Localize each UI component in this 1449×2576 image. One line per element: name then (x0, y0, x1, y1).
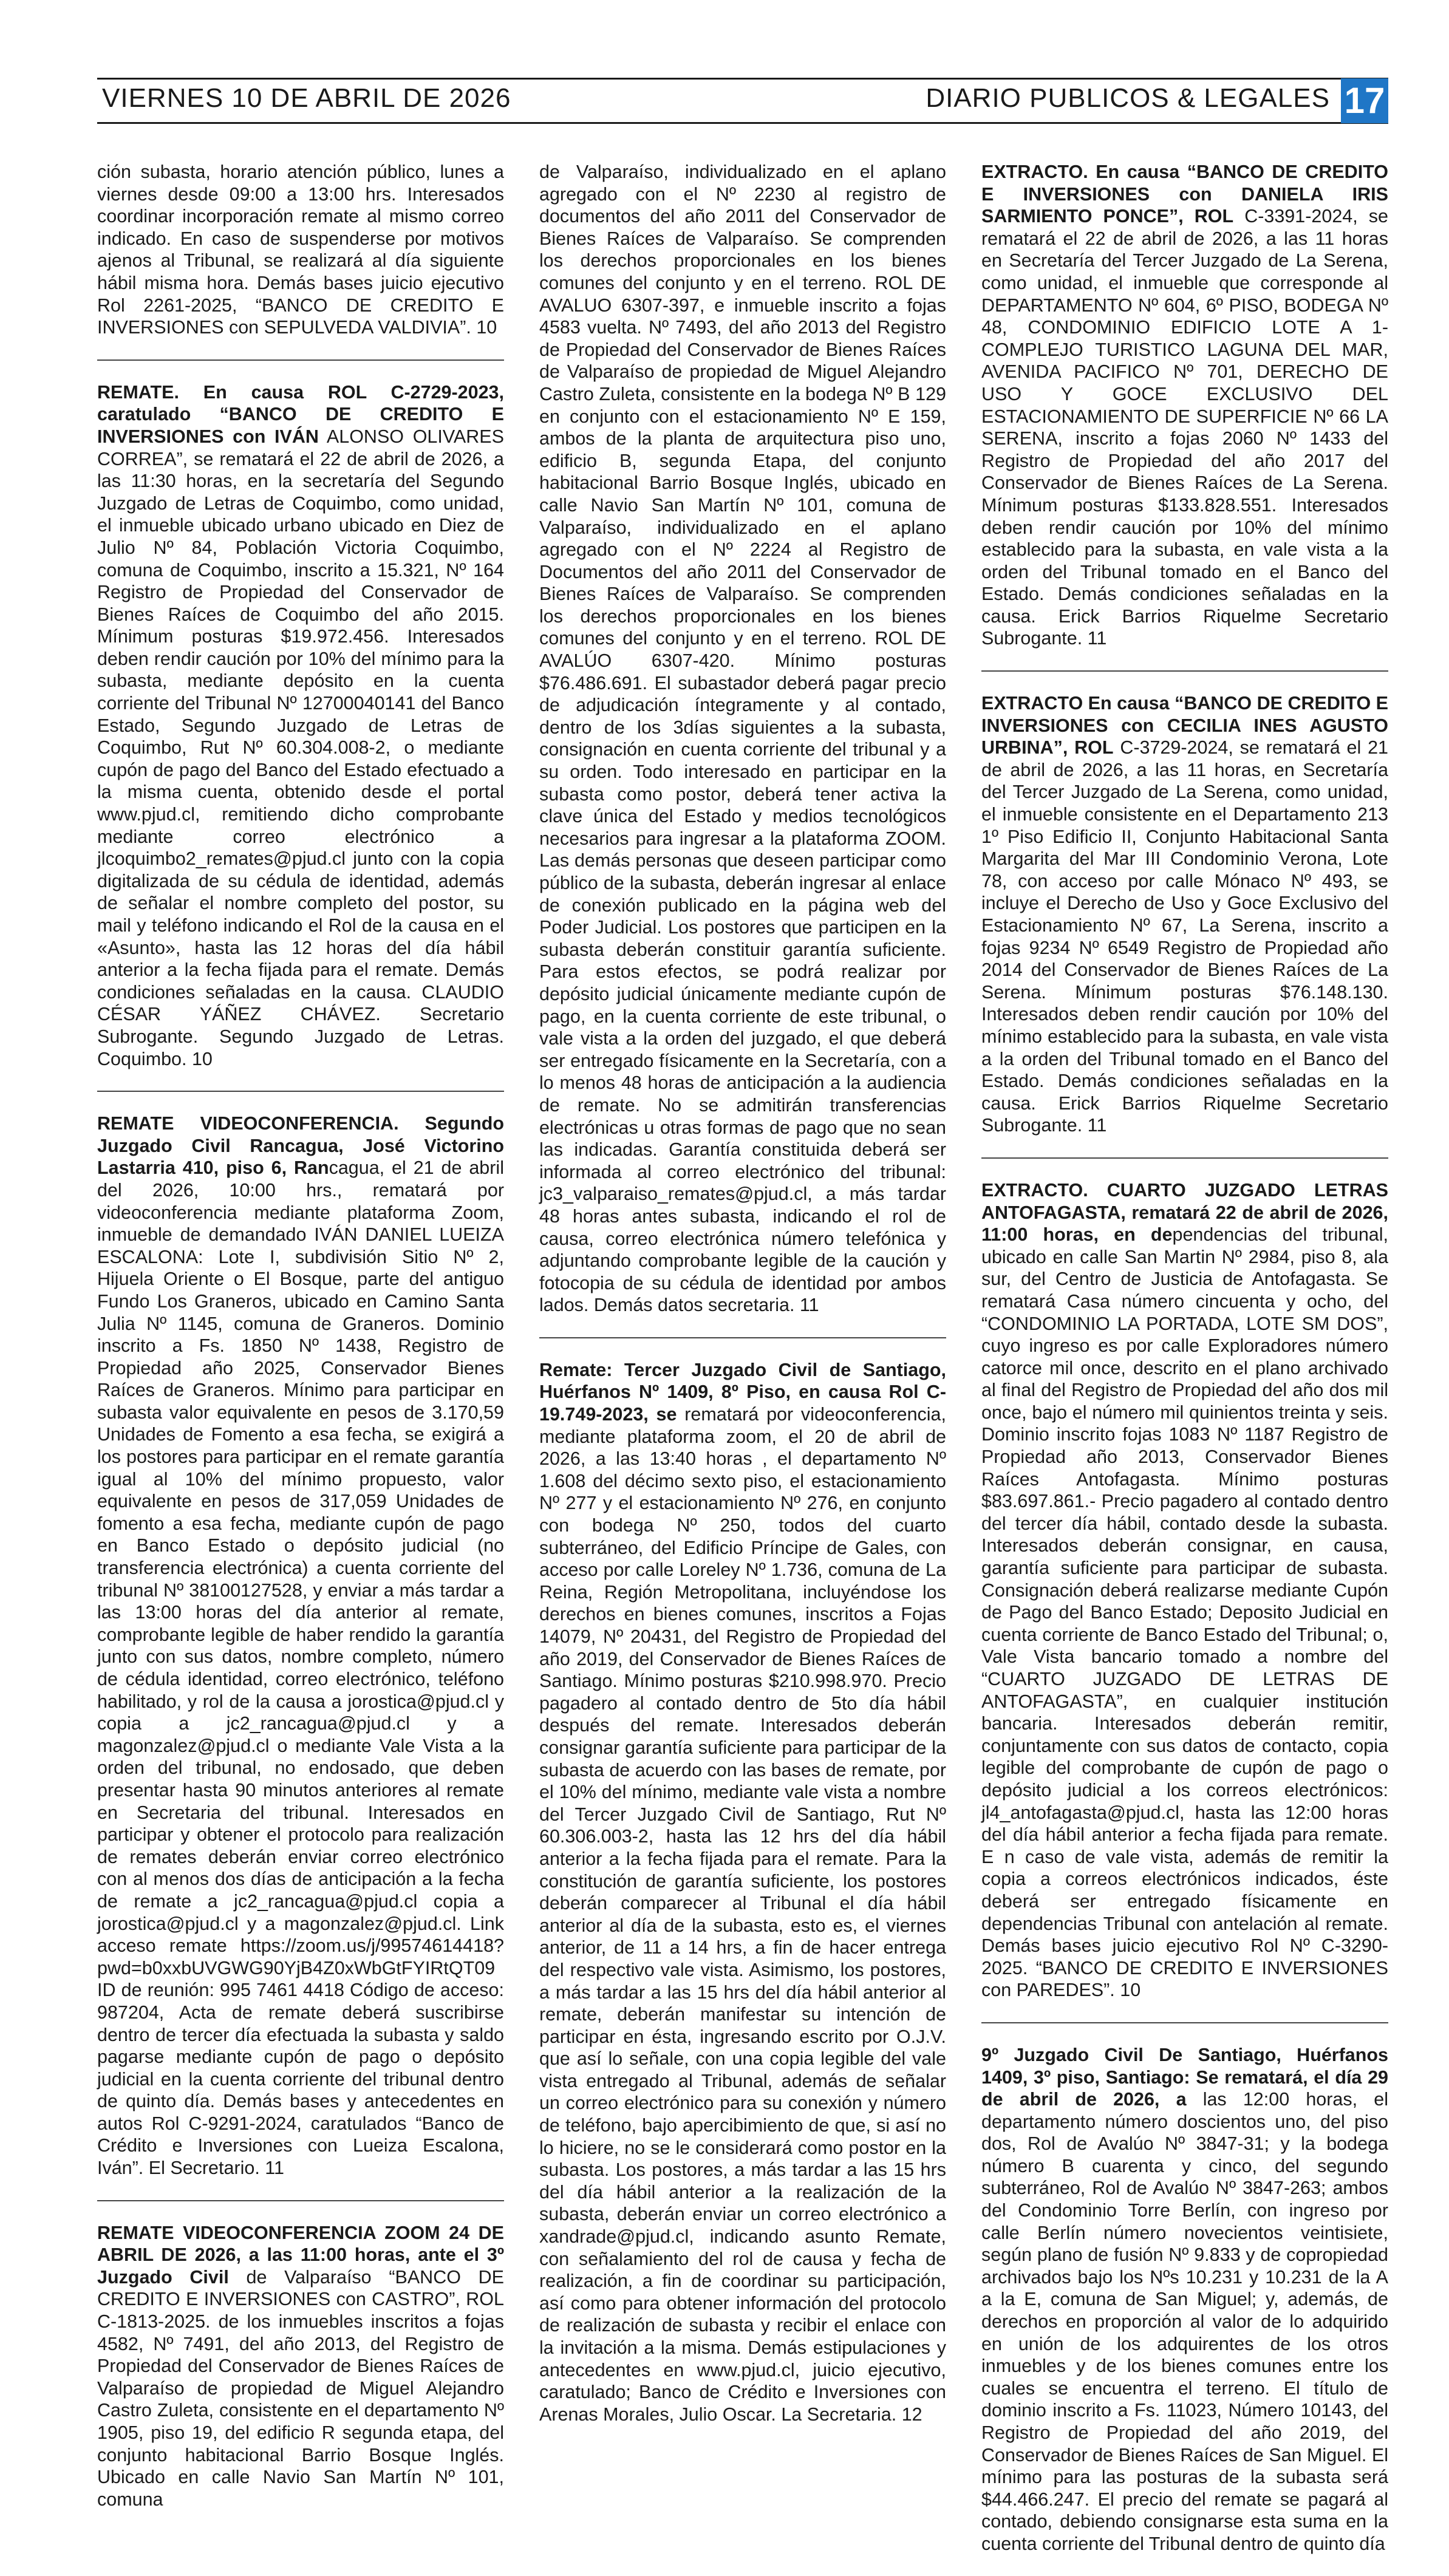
column-1 (97, 161, 504, 2510)
notice-lead: EXTRACTO En causa “BANCO DE CREDITO E INVERSIONES con CECILIA INES AGUSTO URBINA”, ROL (981, 693, 1388, 758)
notice-body: C-3391-2024, se rematará el 22 de abril de 2026, a las 11 horas en Secretaría del Tercer Juzgado de La Serena, como unidad, el inmueble que corresponde al DEPARTAMENTO Nº 604, 6º PISO, BODEGA Nº 48, CONDOMINIO EDIFICIO LOTE A 1-COMPLEJO TURISTICO LAGUNA DEL MAR, AVENIDA PACIFICO Nº 701, DERECHO DE USO Y GOCE EXCLUSIVO DEL ESTACIONAMIENTO DE SUPERFICIE Nº 66 LA SERENA, inscrito a fojas 2060 Nº 1433 del Registro de Propiedad del año 2017 del Conservador de Bienes Raíces de La Serena. Mínimum posturas $133.828.551. Interesados deben rendir caución por 10% del mínimo establecido para la subasta, en vale vista a la orden del Tribunal tomado en el Banco del Estado. Demás condiciones señaladas en la causa. Erick Barrios Riquelme Secretario Subrogante. 11 (981, 206, 1388, 649)
legal-notice (97, 381, 504, 1092)
notice-body: ción subasta, horario atención público, lunes a viernes desde 09:00 a 13:00 hrs. Interesados coordinar incorporación remate al mismo correo indicado. En caso de suspenderse por motivos ajenos al Tribunal, se realizará al día siguiente hábil misma hora. Demás bases juicio ejecutivo Rol 2261-2025, “BANCO DE CREDITO E INVERSIONES con SEPULVEDA VALDIVIA”. 10 (97, 162, 504, 338)
notice-body: cagua, el 21 de abril del 2026, 10:00 hrs., rematará por videoconferencia mediante plataforma Zoom, inmueble de demandado IVÁN DANIEL LUEIZA ESCALONA: Lote I, subdivisión Sitio Nº 2, Hijuela Oriente o El Bosque, parte del antiguo Fundo Los Graneros, ubicado en Camino Santa Julia Nº 1145, comuna de Graneros. Dominio inscrito a Fs. 1850 Nº 1438, Registro de Propiedad año 2025, Conservador Bienes Raíces de Graneros. Mínimo para participar en subasta valor equivalente en pesos de 3.170,59 Unidades de Fomento a esa fecha, se exigirá a los postores para participar en el remate garantía igual al 10% del mínimo propuesto, valor equivalente en pesos de 317,059 Unidades de fomento a esa fecha, mediante cupón de pago en Banco Estado o depósito judicial (no transferencia electrónica) a cuenta corriente del tribunal Nº 38100127528, y enviar a más tardar a las 13:00 horas del día anterior al remate, comprobante legible de haber rendido la garantía junto con sus datos, nombre completo, número de cédula identidad, correo electrónico, teléfono habilitado, y rol de la causa a jorostica@pjud.cl y copia a jc2_rancagua@pjud.cl y a magonzalez@pjud.cl o mediante Vale Vista a la orden del tribunal, no endosado, que deben presentar hasta 90 minutos anteriores al remate en Secretaria del tribunal. Interesados en participar y obtener el protocolo para realización de remates deberán enviar correo electrónico con al menos dos días de anticipación a la fecha de remate a jc2_rancagua@pjud.cl copia a jorostica@pjud.cl y a magonzalez@pjud.cl. Link acceso remate https://zoom.us/j/99574614418?pwd=b0xxbUVGWG90YjB4Z0xWbGtFYIRtQT09 ID de reunión: 995 7461 4418 Código de acceso: 987204, Acta de remate deberá suscribirse dentro de tercer día efectuada la subasta y saldo pagarse mediante cupón de pago o depósito judicial en la cuenta corriente del tribunal dentro de quinto día. Demás bases y antecedentes en autos Rol C-9291-2024, caratulados “Banco de Crédito e Inversiones con Lueiza Escalona, Iván”. El Secretario. 11 (97, 1157, 504, 2179)
notice-text (539, 161, 946, 1317)
legal-notice (981, 692, 1388, 1159)
legal-notice (981, 1179, 1388, 2023)
notice-lead: REMATE. En causa ROL C-2729-2023, caratulado “BANCO DE CREDITO E INVERSIONES con IVÁN (97, 381, 504, 447)
notice-lead: REMATE VIDEOCONFERENCIA. Segundo Juzgado Civil Rancagua, José Victorino Lastarria 410, piso 6, Ran (97, 1113, 504, 1179)
notice-lead: EXTRACTO. En causa “BANCO DE CREDITO E INVERSIONES con DANIELA IRIS SARMIENTO PONCE”, ROL (981, 162, 1388, 227)
issue-date: VIERNES 10 DE ABRIL DE 2026 (102, 83, 511, 113)
notice-text (97, 381, 504, 1070)
notice-text (97, 1113, 504, 2179)
legal-notice (97, 2222, 504, 2532)
publication-title: DIARIO PUBLICOS & LEGALES (926, 83, 1330, 113)
notice-body: las 12:00 horas, el departamento número doscientos uno, del piso dos, Rol de Avalúo Nº 3847-31; y la bodega número B cuarenta y cinco, del segundo subterráneo, Rol de Avalúo Nº 3847-263; ambos del Condominio Torre Berlín, con ingreso por calle Berlín número novecientos veintisiete, según plano de fusión Nº 9.833 y de copropiedad archivados bajo los Nºs 10.231 y 10.231 de la A a la E, comuna de San Miguel; y, además, de derechos en proporción al valor de lo adquirido en unión de los adquirentes de los otros inmuebles y de los bienes comunes entre los cuales se encuentra el terreno. El título de dominio inscrito a Fs. 11023, Número 10143, del Registro de Propiedad del año 2019, del Conservador de Bienes Raíces de San Miguel. El mínimo para las posturas de la subasta será $44.466.247. El precio del remate se pagará al contado, debiendo consignarse esta suma en la cuenta corriente del Tribunal dentro de quinto día (981, 2089, 1388, 2554)
legal-notice (97, 161, 504, 361)
notice-text (981, 2044, 1388, 2555)
notice-lead: REMATE VIDEOCONFERENCIA ZOOM 24 DE ABRIL DE 2026, a las 11:00 horas, ante el 3º Juzgado Civil (97, 2222, 504, 2288)
legal-notice (981, 2044, 1388, 2576)
notice-text (539, 1359, 946, 2426)
legal-notice (97, 1113, 504, 2201)
notice-text (981, 161, 1388, 650)
notice-lead: Remate: Tercer Juzgado Civil de Santiago, Huérfanos Nº 1409, 8º Piso, en causa Rol C-19.749-2023, se (539, 1359, 946, 1425)
notice-body: de Valparaíso, individualizado en el aplano agregado con el Nº 2230 al registro de documentos del año 2011 del Conservador de Bienes Raíces de Valparaíso. Se comprenden los derechos proporcionales en los bienes comunes del conjunto y en el terreno. ROL DE AVALUO 6307-397, e inmueble inscrito a fojas 4583 vuelta. Nº 7493, del año 2013 del Registro de Propiedad del Conservador de Bienes Raíces de Valparaíso de propiedad de Miguel Alejandro Castro Zuleta, consistente en la bodega Nº B 129 en conjunto con el estacionamiento Nº E 159, ambos de la planta de arquitectura piso uno, edificio B, segunda Etapa, del conjunto habitacional Barrio Bosque Inglés, ubicado en calle Navio San Martín Nº 101, comuna de Valparaíso, individualizado en el aplano agregado con el Nº 2224 al Registro de Documentos del año 2011 del Conservador de Bienes Raíces de Valparaíso. Se comprenden los derechos proporcionales en los bienes comunes del conjunto y en el terreno. ROL DE AVALÚO 6307-420. Mínimo posturas $76.486.691. El subastador deberá pagar precio de adjudicación íntegramente y al contado, dentro de los 3días siguientes a la subasta, consignación en cuenta corriente del tribunal y a su orden. Todo interesado en participar en la subasta como postor, deberá tener activa la clave única del Estado y medios tecnológicos necesarios para ingresar a la plataforma ZOOM. Las demás personas que deseen participar como público de la subasta, deberán ingresar al enlace de conexión publicado en la página web del Poder Judicial. Los postores que participen en la subasta deberán constituir garantía suficiente. Para estos efectos, se podrá realizar por depósito judicial únicamente mediante cupón de pago, en la cuenta corriente de este tribunal, o vale vista a la orden del juzgado, el que deberá ser entregado físicamente en la Secretaría, con a lo menos 48 horas de anticipación a la audiencia de remate. No se admitirán transferencias electrónicas u otras formas de pago que no sean las indicadas. Garantía constituida deberá ser informada al correo electrónico del tribunal: jc3_valparaiso_remates@pjud.cl, a más tardar 48 horas antes subasta, indicando el rol de causa, correo electrónica número telefónica y adjuntando comprobante legible de la caución y fotocopia de su cédula de identidad por ambos lados. Demás datos secretaria. 11 (539, 162, 946, 1316)
notice-text (97, 2222, 504, 2511)
notice-body: pendencias del tribunal, ubicado en calle San Martin Nº 2984, piso 8, ala sur, del Centro de Justicia de Antofagasta. Se rematará Casa número cincuenta y ocho, del “CONDOMINIO LA PORTADA, LOTE SM DOS”, cuyo ingreso es por calle Exploradores número catorce mil once, descrito en el plano archivado al final del Registro de Propiedad del año dos mil once, bajo el número mil quinientos treinta y seis. Dominio inscrito fojas 1083 Nº 1187 Registro de Propiedad año 2013, Conservador Bienes Raíces Antofagasta. Mínimo posturas $83.697.861.- Precio pagadero al contado dentro del tercer día hábil, contado desde la subasta. Interesados deberán consignar, en causa, garantía suficiente para participar de subasta. Consignación deberá realizarse mediante Cupón de Pago del Banco Estado; Deposito Judicial en cuenta corriente de Banco Estado del Tribunal; o, Vale Vista bancario tomado a nombre del “CUARTO JUZGADO DE LETRAS DE ANTOFAGASTA”, en cualquier institución bancaria. Interesados deberán remitir, conjuntamente con sus datos de contacto, copia legible del comprobante de cupón de pago o depósito judicial a los correos electrónicos: jl4_antofagasta@pjud.cl, hasta las 12:00 horas del día hábil anterior a fecha fijada para remate. E n caso de vale vista, además de remitir la copia a correos electrónicos indicados, éste deberá ser entregado físicamente en dependencias Tribunal con antelación al remate. Demás bases juicio ejecutivo Rol Nº C-3290-2025. “BANCO DE CREDITO E INVERSIONES con PAREDES”. 10 (981, 1224, 1388, 2001)
notice-text (981, 692, 1388, 1137)
notice-body: C-3729-2024, se rematará el 21 de abril de 2026, a las 11 horas, en Secretaría del Tercer Juzgado de La Serena, como unidad, el inmueble consistente en el Departamento 213 1º Piso Edificio II, Conjunto Habitacional Santa Margarita del Mar III Condominio Verona, Lote 78, con acceso por calle Mónaco Nº 493, se incluye el Derecho de Uso y Goce Exclusivo del Estacionamiento Nº 67, La Serena, inscrito a fojas 9234 Nº 6549 Registro de Propiedad año 2014 del Conservador de Bienes Raíces de La Serena. Mínimum posturas $76.148.130. Interesados deben rendir caución por 10% del mínimo establecido para la subasta, en vale vista a la orden del Tribunal tomado en el Banco del Estado. Demás condiciones señaladas en la causa. Erick Barrios Riquelme Secretario Subrogante. 11 (981, 737, 1389, 1136)
notice-text (981, 1179, 1388, 2002)
notice-lead: EXTRACTO. CUARTO JUZGADO LETRAS ANTOFAGASTA, rematará 22 de abril de 2026, 11:00 horas, en de (981, 1179, 1388, 1245)
page-number-badge: 17 (1341, 78, 1388, 123)
notice-body: ALONSO OLIVARES CORREA”, se rematará el 22 de abril de 2026, a las 11:30 horas, en la secretaría del Segundo Juzgado de Letras de Coquimbo, como unidad, el inmueble ubicado urbano ubicado en Diez de Julio Nº 84, Población Victoria Coquimbo, comuna de Coquimbo, inscrito a 15.321, Nº 164 Registro de Propiedad del Conservador de Bienes Raíces de Coquimbo del año 2015. Mínimum posturas $19.972.456. Interesados deben rendir caución por 10% del mínimo para la subasta, mediante depósito en la cuenta corriente del Tribunal Nº 12700040141 del Banco Estado, Segundo Juzgado de Letras de Coquimbo, Rut Nº 60.304.008-2, o mediante cupón de pago del Banco del Estado efectuado a la misma cuenta, obtenido desde el portal www.pjud.cl, remitiendo dicho comprobante mediante correo electrónico a jlcoquimbo2_remates@pjud.cl junto con la copia digitalizada de su cédula de identidad, además de señalar el nombre completo del postor, su mail y teléfono indicando el Rol de la causa en el «Asunto», hasta las 12 horas del día hábil anterior a la fecha fijada para el remate. Demás condiciones señaladas en la causa. CLAUDIO CÉSAR YÁÑEZ CHÁVEZ. Secretario Subrogante. Segundo Juzgado de Letras. Coquimbo. 10 (97, 426, 504, 1069)
legal-notice (981, 161, 1388, 672)
column-3 (981, 161, 1389, 2554)
column-2 (539, 161, 946, 2425)
legal-notice (539, 1359, 946, 2447)
notice-lead: 9º Juzgado Civil De Santiago, Huérfanos 1409, 3º piso, Santiago: Se rematará, el día 29 de abril de 2026, a (981, 2044, 1388, 2110)
legal-notice (539, 161, 946, 1338)
notice-body: rematará por videoconferencia, mediante plataforma zoom, el 20 de abril de 2026, a las 13:40 horas , el departamento Nº 1.608 del décimo sexto piso, el estacionamiento Nº 277 y el estacionamiento Nº 276, en conjunto con bodega Nº 250, todos del cuarto subterráneo, del Edificio Príncipe de Gales, con acceso por calle Loreley Nº 1.736, comuna de La Reina, Región Metropolitana, incluyéndose los derechos en bienes comunes, inscritos a Fojas 14079, Nº 20431, del Registro de Propiedad del año 2019, del Conservador de Bienes Raíces de Santiago. Mínimo posturas $210.998.970. Precio pagadero al contado dentro de 5to día hábil después del remate. Interesados deberán consignar garantía suficiente para participar de la subasta de acuerdo con las bases de remate, por el 10% del mínimo, mediante vale vista a nombre del Tercer Juzgado Civil de Santiago, Rut Nº 60.306.003-2, hasta las 12 hrs del día hábil anterior a la fecha fijada para el remate. Para la constitución de garantía suficiente, los postores deberán comparecer al Tribunal el día hábil anterior al día de la subasta, esto es, el viernes anterior, de 11 a 14 hrs, a fin de hacer entrega del respectivo vale vista. Asimismo, los postores, a más tardar a las 15 hrs del día hábil anterior al remate, deberán manifestar su intención de participar en ésta, ingresando escrito por O.J.V. que así lo señale, con una copia legible del vale vista entregado al Tribunal, además de señalar un correo electrónico para su conexión y número de teléfono, bajo apercibimiento de que, si así no lo hiciere, no se le considerará como postor en la subasta. Los postores, a más tardar a las 15 hrs del día hábil anterior a la realización de la subasta, deberán enviar un correo electrónico a xandrade@pjud.cl, indicando asunto Remate, con señalamiento del rol de causa y fecha de realización, a fin de coordinar su participación, así como para obtener información del protocolo de realización de subasta y recibir el enlace con la invitación a la misma. Demás estipulaciones y antecedentes en www.pjud.cl, juicio ejecutivo, caratulado; Banco de Crédito e Inversiones con Arenas Morales, Julio Oscar. La Secretaria. 12 (539, 1404, 946, 2425)
notice-text (97, 161, 504, 339)
page-header (97, 78, 1388, 124)
notice-body: de Valparaíso “BANCO DE CREDITO E INVERSIONES con CASTRO”, ROL C-1813-2025. de los inmuebles inscritos a fojas 4582, Nº 7491, del año 2013, del Registro de Propiedad del Conservador de Bienes Raíces de Valparaíso de propiedad de Miguel Alejandro Castro Zuleta, consistente en el departamento Nº 1905, piso 19, del edificio R segunda etapa, del conjunto habitacional Barrio Bosque Inglés. Ubicado en calle Navio San Martín Nº 101, comuna (97, 2266, 504, 2510)
